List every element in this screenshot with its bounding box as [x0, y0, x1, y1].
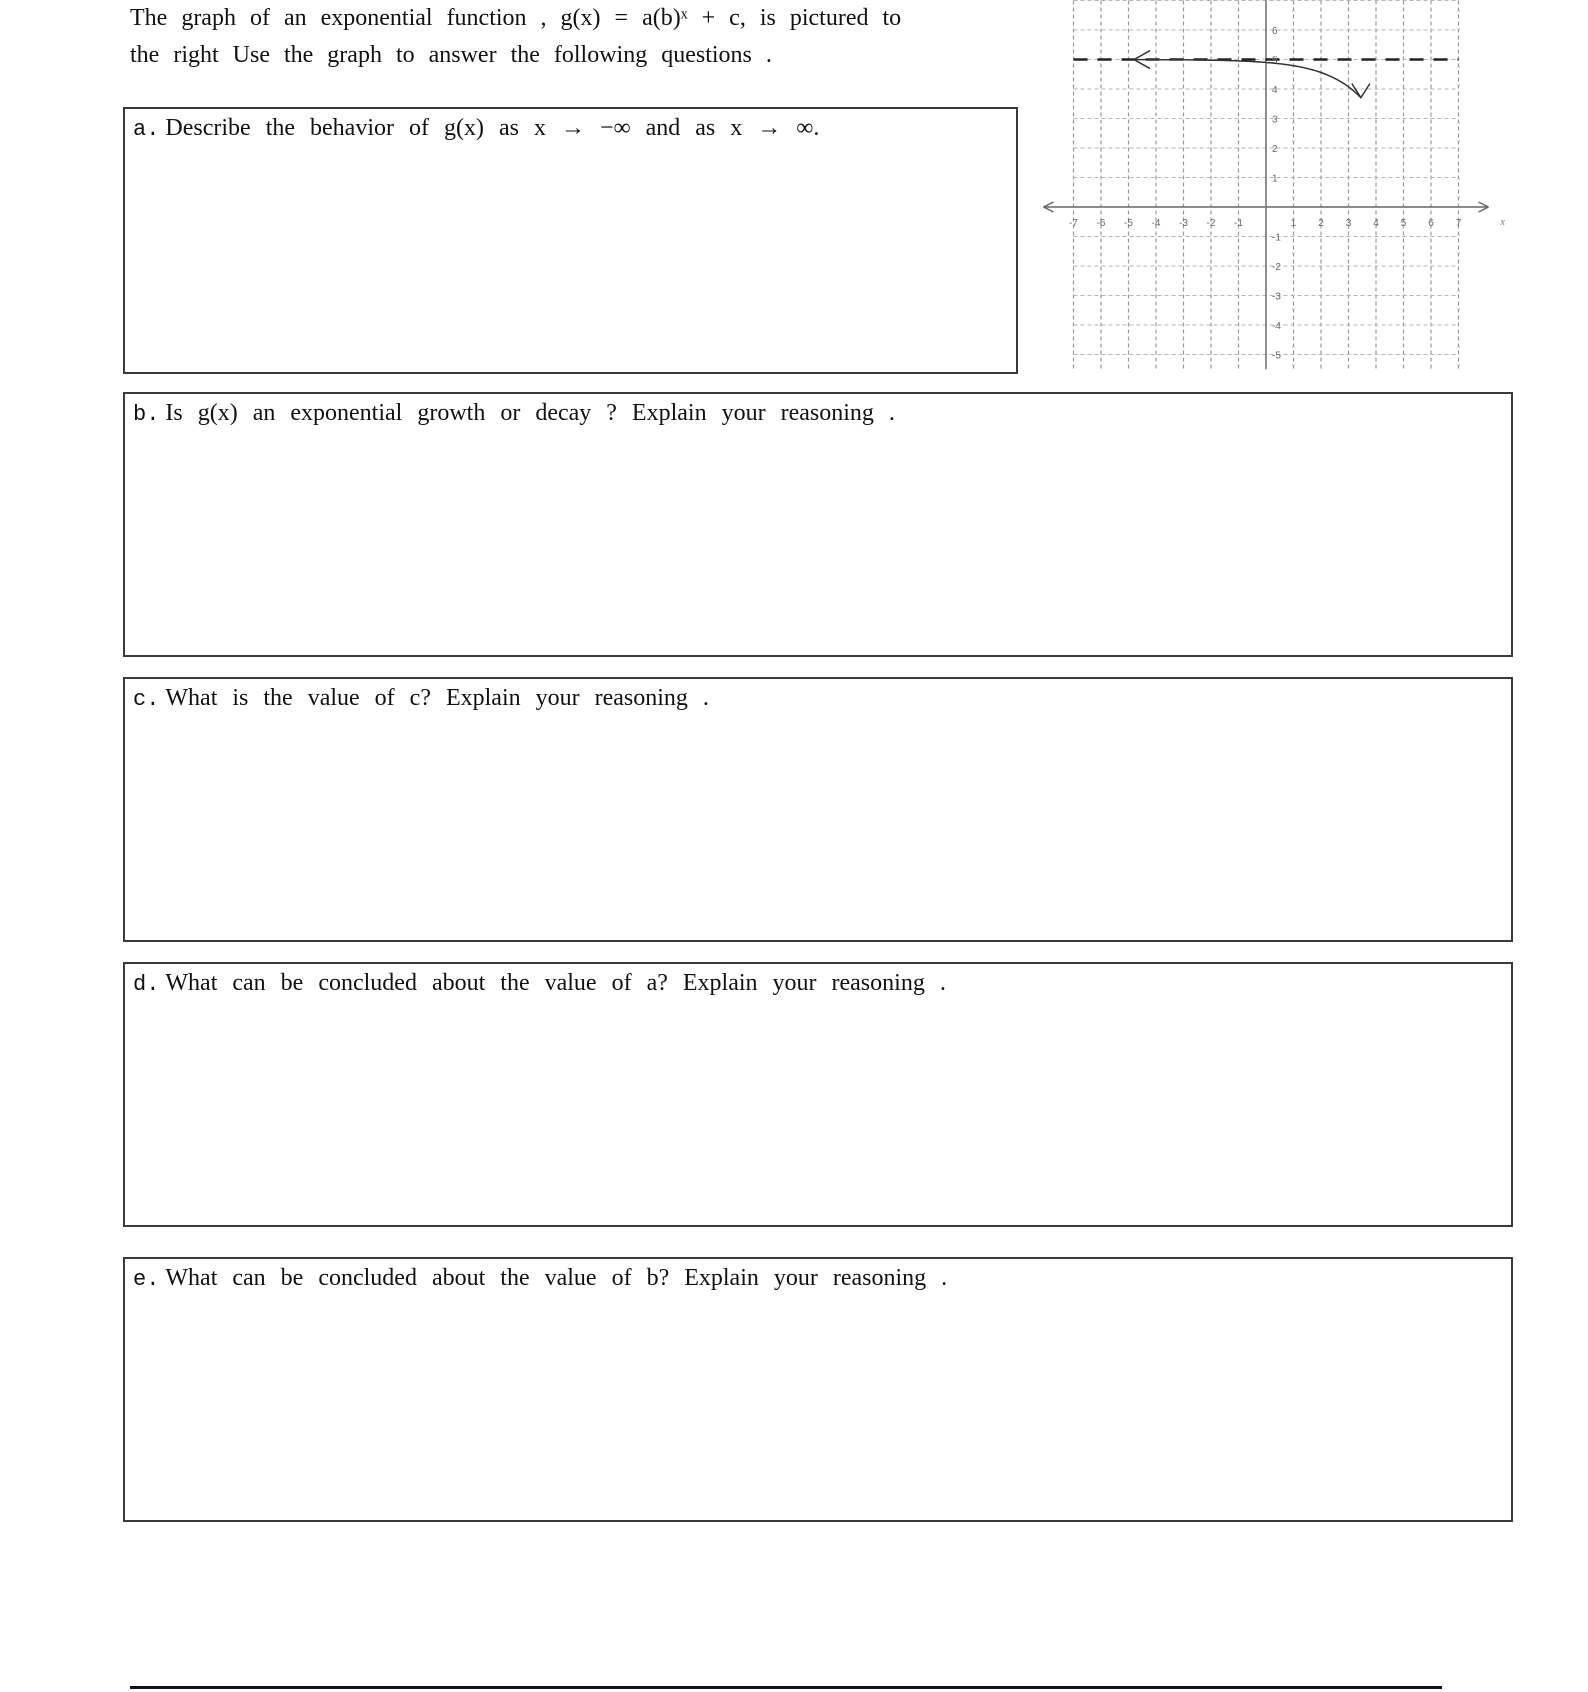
question-a — [133, 111, 819, 147]
answer-box-c[interactable] — [123, 677, 1513, 942]
question-text: What is the value of c? Explain your reasoning . — [165, 685, 709, 711]
x-tick-label: -3 — [1179, 218, 1188, 229]
answer-box-a[interactable] — [123, 107, 1018, 374]
answer-box-b[interactable] — [123, 392, 1513, 657]
graph-axes — [1044, 1, 1489, 370]
x-tick-label: -2 — [1206, 218, 1216, 229]
question-b — [133, 396, 895, 432]
x-tick-label: 3 — [1345, 218, 1352, 229]
intro-line-2: the right Use the graph to answer the following questions . — [130, 42, 772, 68]
y-tick-label: -1 — [1272, 232, 1281, 244]
x-tick-label: -6 — [1096, 218, 1106, 229]
question-label: c. — [133, 687, 160, 712]
y-tick-label: 5 — [1272, 55, 1278, 67]
x-axis-label: x — [1500, 217, 1505, 228]
x-tick-label: -4 — [1151, 218, 1161, 229]
y-tick-label: -5 — [1272, 350, 1281, 362]
x-tick-label: -1 — [1234, 218, 1243, 229]
question-label: d. — [133, 972, 160, 997]
question-label: a. — [133, 117, 160, 142]
y-tick-label: 4 — [1272, 85, 1278, 96]
question-label: b. — [133, 402, 160, 427]
exponential-curve — [1134, 60, 1361, 98]
x-tick-label: 5 — [1400, 218, 1407, 229]
answer-box-e[interactable] — [123, 1257, 1513, 1522]
intro-line-1: The graph of an exponential function , g(x) = a(b)ˣ + c, is pictured to — [130, 5, 902, 31]
curve-arrow-down — [1352, 84, 1370, 98]
x-tick-label: 2 — [1318, 218, 1324, 229]
y-tick-label: 3 — [1272, 114, 1278, 126]
x-tick-label: 7 — [1455, 218, 1462, 229]
y-tick-label: -4 — [1272, 321, 1281, 332]
y-tick-label: -2 — [1272, 262, 1281, 273]
x-tick-label: 1 — [1290, 218, 1297, 229]
x-tick-label: -5 — [1124, 218, 1133, 229]
x-tick-label: 4 — [1373, 218, 1379, 229]
question-c — [133, 681, 709, 717]
answer-box-d[interactable] — [123, 962, 1513, 1227]
exponential-graph — [1038, 0, 1538, 375]
y-tick-label: 6 — [1272, 26, 1278, 37]
intro-text — [130, 0, 990, 74]
question-label: e. — [133, 1267, 160, 1292]
x-tick-label: -7 — [1069, 218, 1078, 229]
question-text: What can be concluded about the value of b? Explain your reasoning . — [165, 1265, 948, 1291]
y-tick-label: -3 — [1272, 291, 1281, 303]
x-tick-label: 6 — [1428, 218, 1434, 229]
question-text: What can be concluded about the value of a? Explain your reasoning . — [165, 970, 946, 996]
graph-tick-labels — [1069, 26, 1505, 362]
y-tick-label: 1 — [1272, 173, 1278, 185]
question-text: Describe the behavior of g(x) as x → −∞ and as x → ∞. — [165, 115, 820, 141]
footer-rule — [130, 1686, 1442, 1689]
graph-curve — [1134, 51, 1370, 98]
question-d — [133, 966, 946, 1002]
question-text: Is g(x) an exponential growth or decay ? Explain your reasoning . — [165, 400, 895, 426]
question-e — [133, 1261, 947, 1297]
y-tick-label: 2 — [1272, 144, 1278, 155]
